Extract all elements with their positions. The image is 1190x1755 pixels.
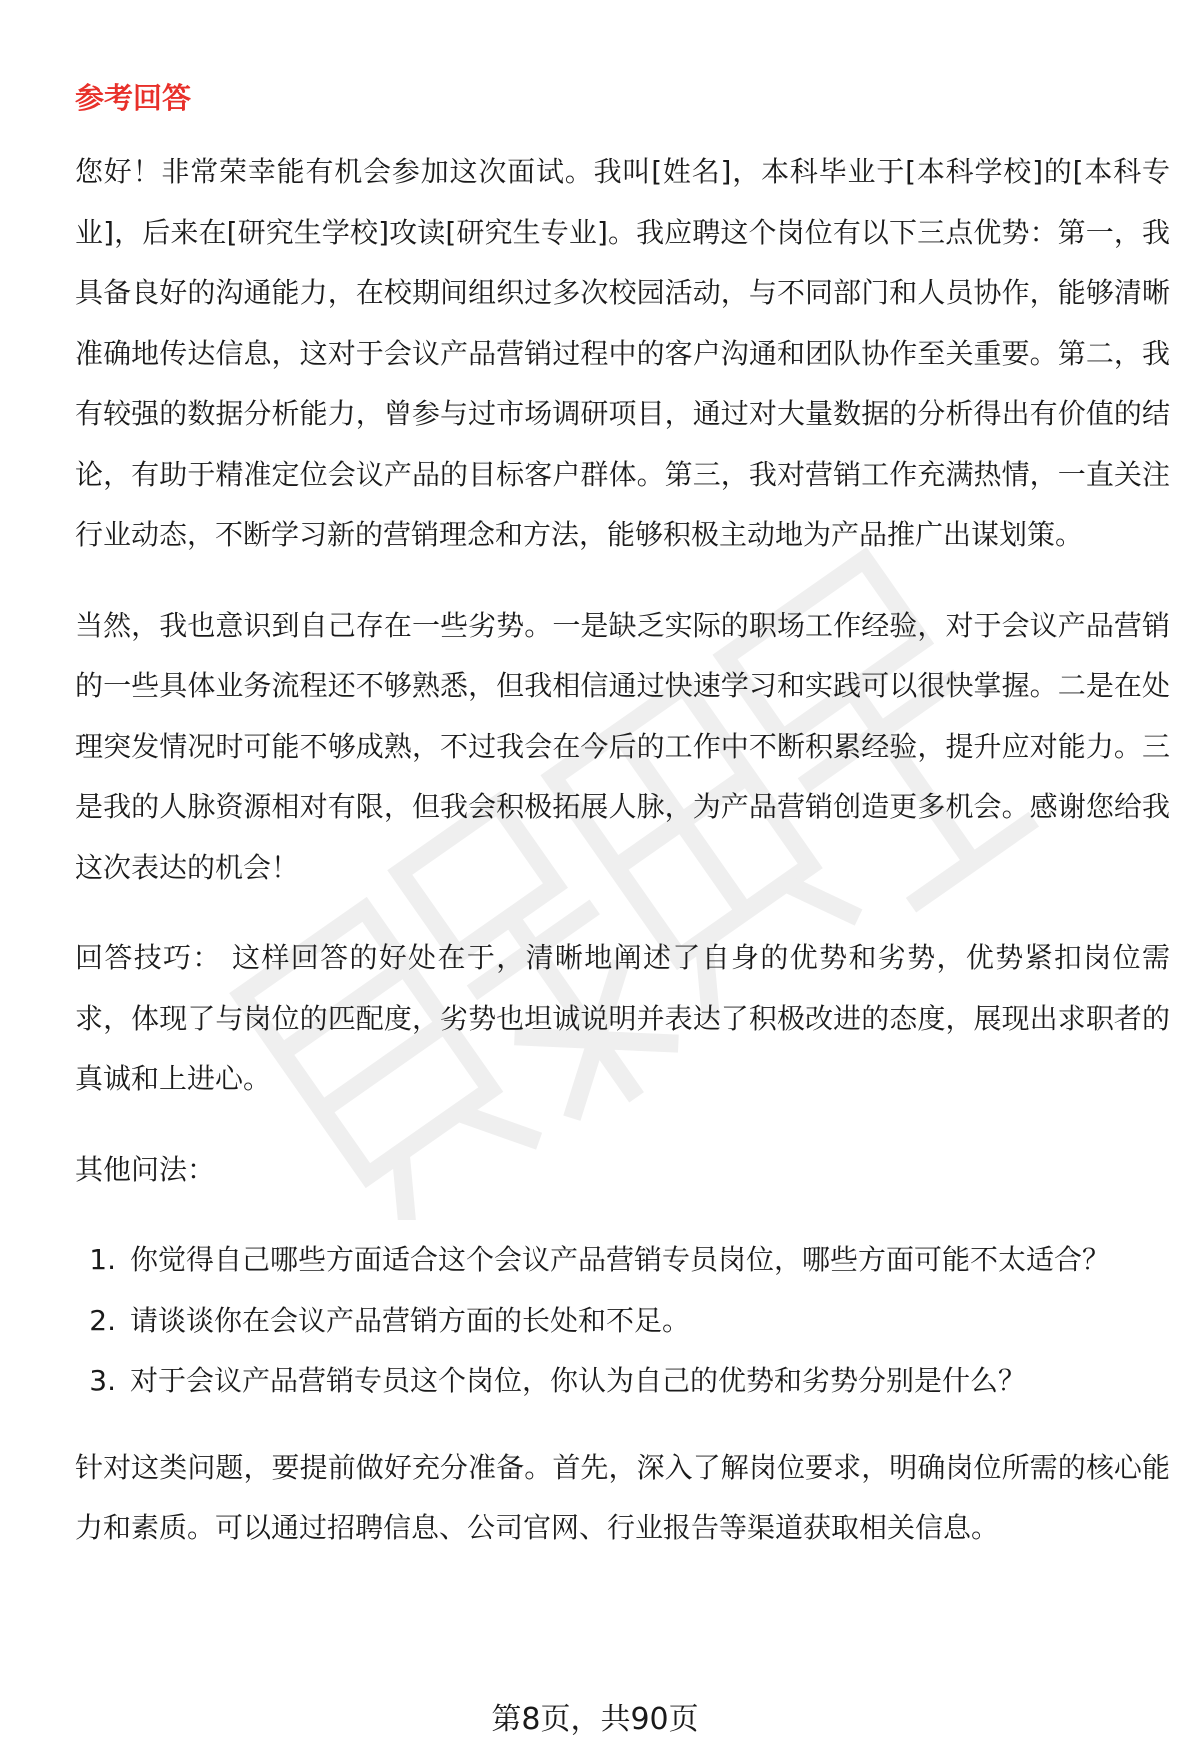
section-heading: 参考回答 (75, 81, 192, 115)
other-questions-label: 其他问法： (75, 1152, 216, 1186)
tips-paragraph: 回答技巧： 这样回答的好处在于，清晰地阐述了自身的优势和劣势，优势紧扣岗位需求，体现了与岗位的匹配度，劣势也坦诚说明并表达了积极改进的态度，展现出求职者的真诚和上进心。 (75, 941, 1170, 1095)
other-questions-list (75, 1230, 1170, 1412)
list-item (75, 1351, 1170, 1412)
list-item-number: 3. (89, 1364, 116, 1397)
list-item-text: 你觉得自己哪些方面适合这个会议产品营销专员岗位，哪些方面可能不太适合？ (130, 1243, 1111, 1276)
list-item-text: 请谈谈你在会议产品营销方面的长处和不足。 (130, 1303, 691, 1337)
list-item (75, 1291, 1170, 1352)
list-item-text: 对于会议产品营销专员这个岗位，你认为自己的优势和劣势分别是什么？ (130, 1364, 1027, 1397)
list-item-number: 2. (89, 1303, 116, 1337)
document-body (75, 78, 1170, 1589)
intro-paragraph: 您好！非常荣幸能有机会参加这次面试。我叫[姓名]，本科毕业于[本科学校]的[本科专业]，后来在[研究生学校]攻读[研究生专业]。我应聘这个岗位有以下三点优势：第一，我具备良好的沟通能力，在校期间组织过多次校园活动，与不同部门和人员协作，能够清晰准确地传达信息，这对于会议产品营销过程中的客户沟通和团队协作至关重要。第二，我有较强的数据分析能力，曾参与过市场调研项目，通过对大量数据的分析得出有价值的结论，有助于精准定位会议产品的目标客户群体。第三，我对营销工作充满热情，一直关注行业动态，不断学习新的营销理念和方法，能够积极主动地为产品推广出谋划策。 (75, 155, 1170, 551)
list-item-number: 1. (89, 1243, 116, 1276)
page-number-footer: 第8页，共90页 (491, 1702, 699, 1737)
list-item (75, 1230, 1170, 1291)
weakness-paragraph: 当然，我也意识到自己存在一些劣势。一是缺乏实际的职场工作经验，对于会议产品营销的一些具体业务流程还不够熟悉，但我相信通过快速学习和实践可以很快掌握。二是在处理突发情况时可能不够成熟，不过我会在今后的工作中不断积累经验，提升应对能力。三是我的人脉资源相对有限，但我会积极拓展人脉，为产品营销创造更多机会。感谢您给我这次表达的机会！ (75, 608, 1170, 884)
closing-paragraph: 针对这类问题，要提前做好充分准备。首先，深入了解岗位要求，明确岗位所需的核心能力和素质。可以通过招聘信息、公司官网、行业报告等渠道获取相关信息。 (75, 1450, 1170, 1544)
